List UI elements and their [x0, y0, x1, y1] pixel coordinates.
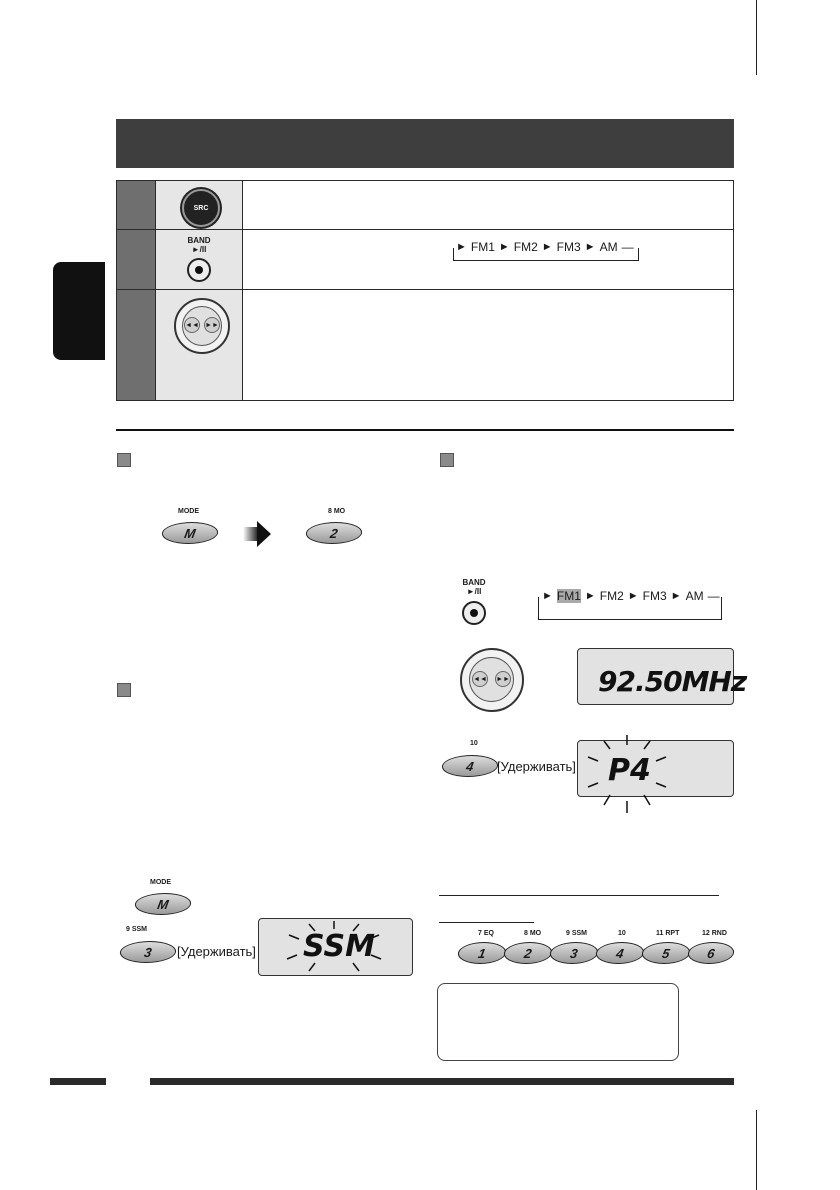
band-label: BAND ►/II	[462, 578, 486, 596]
steps-table	[116, 180, 734, 401]
frequency-display: 92.50MHz	[577, 648, 734, 705]
preset-2-caption: 8 MO	[524, 930, 542, 937]
key3-caption: 9 SSM	[126, 926, 148, 933]
band-cycle: ► FM1 ► FM2 ► FM3 ► AM —	[542, 589, 720, 603]
preset-2-button: 2	[502, 942, 554, 964]
preset-1-caption: 7 EQ	[478, 930, 494, 937]
preset-1-button: 1	[456, 942, 508, 964]
arrow-right-icon	[243, 521, 271, 547]
crop-mark	[756, 1110, 757, 1190]
band-button-icon	[187, 258, 211, 282]
band-button-icon	[462, 601, 486, 625]
band-fm2: FM2	[513, 240, 538, 254]
preset-3-button: 3	[118, 941, 178, 963]
preset-4-caption: 10	[618, 930, 626, 937]
band-label: BAND ►/II	[187, 236, 211, 254]
preset-2-button: 2	[304, 522, 364, 544]
cycle-loop	[453, 248, 639, 261]
preset-4-button: 4	[440, 755, 500, 777]
preset-3-caption: 9 SSM	[566, 930, 588, 937]
step-description	[243, 290, 734, 401]
mode-button: M	[160, 522, 220, 544]
hold-label: [Удерживать]	[177, 944, 256, 959]
section-marker	[117, 683, 131, 697]
ssm-display: SSM	[258, 918, 413, 976]
preset-3-button: 3	[548, 942, 600, 964]
mode-caption: MODE	[150, 879, 171, 886]
section-divider	[116, 429, 734, 431]
step-number-cell	[117, 181, 156, 230]
note-box	[437, 983, 679, 1061]
preset-display: P4	[577, 740, 734, 797]
step-number-cell	[117, 290, 156, 401]
preset-6-caption: 12 RND	[702, 930, 727, 937]
preset-4-button: 4	[594, 942, 646, 964]
band-am: AM	[685, 589, 704, 603]
control-dial-icon: ◄◄ ►►	[460, 648, 524, 712]
step-icon-cell	[156, 290, 243, 401]
bottom-bar-left	[50, 1078, 106, 1085]
band-fm3: FM3	[642, 589, 667, 603]
section-marker	[440, 453, 454, 467]
band-fm1: FM1	[556, 589, 581, 603]
mode-caption: MODE	[178, 508, 199, 515]
preset-5-caption: 11 RPT	[656, 930, 680, 937]
crop-mark	[756, 0, 757, 75]
control-dial-icon: ◄◄ ►►	[174, 298, 230, 354]
title-bar	[116, 119, 734, 168]
key4-caption: 10	[470, 740, 478, 747]
section-marker	[117, 453, 131, 467]
step-icon-cell	[156, 181, 243, 230]
step-description	[243, 230, 734, 290]
cycle-loop	[538, 597, 722, 620]
preset-5-button: 5	[640, 942, 692, 964]
step-number-cell	[117, 230, 156, 290]
underline	[439, 922, 534, 923]
step-icon-cell	[156, 230, 243, 290]
hold-label: [Удерживать]	[497, 759, 576, 774]
key2-caption: 8 MO	[328, 508, 346, 515]
underline	[439, 895, 719, 896]
src-button-icon: SRC	[182, 189, 220, 227]
language-tab	[53, 262, 105, 360]
band-fm3: FM3	[556, 240, 581, 254]
band-cycle: ► FM1 ► FM2 ► FM3 ► AM —	[456, 240, 634, 254]
band-fm2: FM2	[599, 589, 624, 603]
preset-6-button: 6	[686, 942, 736, 964]
mode-button: M	[133, 893, 193, 915]
step-description	[243, 181, 734, 230]
bottom-bar-right	[150, 1078, 734, 1085]
band-am: AM	[599, 240, 618, 254]
band-fm1: FM1	[470, 240, 495, 254]
